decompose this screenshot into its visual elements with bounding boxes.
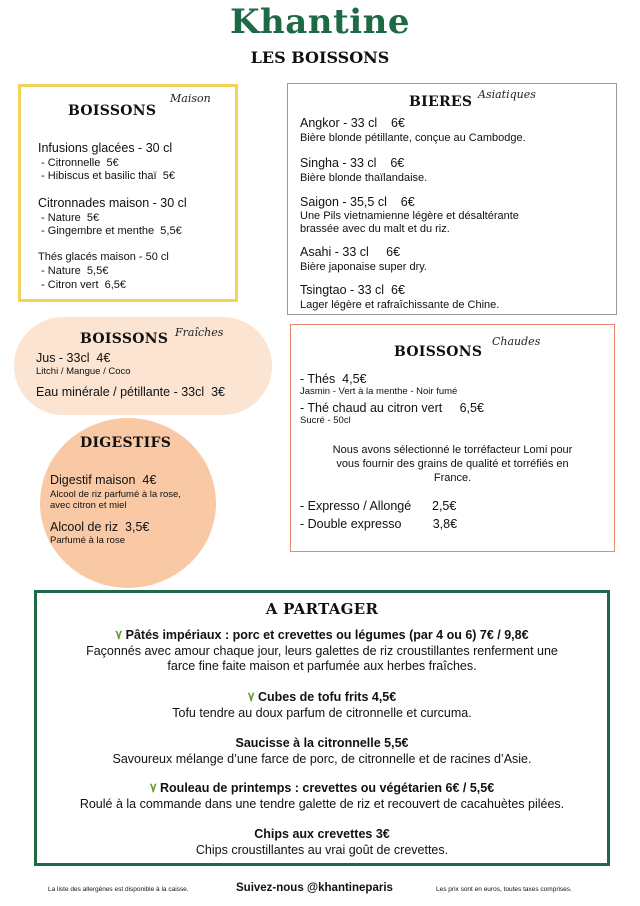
fraiches-heading: BOISSONS — [80, 331, 169, 347]
beer-desc: Une Pils vietnamienne légère et désaltérante — [300, 210, 519, 222]
beer-name: Singha - 33 cl 6€ — [300, 156, 405, 170]
bieres-script-label: Asiatiques — [478, 88, 536, 101]
dish-title: Chips aux crevettes 3€ — [254, 827, 390, 841]
chaudes-item-desc: Jasmin - Vert à la menthe - Noir fumé — [300, 386, 458, 397]
dish-desc: Façonnés avec amour chaque jour, leurs galettes de riz croustillantes renferment une — [86, 644, 558, 658]
chaudes-coffee-note: vous fournir des grains de qualité et torréfiés en — [336, 458, 569, 470]
dish-title: ٧ Rouleau de printemps : crevettes ou végétarien 6€ / 5,5€ — [149, 781, 495, 795]
allergen-note: La liste des allergènes est disponible à la caisse. — [48, 886, 189, 893]
digestif-item: Alcool de riz 3,5€ — [50, 520, 150, 534]
fraiches-script-label: Fraîches — [175, 326, 224, 339]
chaudes-coffee-note: Nous avons sélectionné le torréfacteur Lomi pour — [332, 444, 573, 456]
digestif-desc: Alcool de riz parfumé à la rose, — [50, 489, 181, 500]
digestif-desc: Parfumé à la rose — [50, 535, 125, 546]
digestifs-heading: DIGESTIFS — [80, 435, 172, 451]
dish-desc: Savoureux mélange d’une farce de porc, de citronnelle et de racines d’Asie. — [112, 752, 532, 766]
maison-heading: BOISSONS — [68, 103, 157, 119]
maison-citronnades-title: Citronnades maison - 30 cl — [38, 196, 187, 210]
beer-desc: brassée avec du malt et du riz. — [300, 223, 450, 235]
digestif-desc: avec citron et miel — [50, 500, 127, 511]
page-title: LES BOISSONS — [250, 48, 390, 67]
maison-infusions-item: - Hibiscus et basilic thaï 5€ — [38, 170, 175, 182]
maison-script-label: Maison — [170, 92, 211, 105]
chaudes-item: - Thé chaud au citron vert 6,5€ — [300, 401, 484, 415]
chaudes-coffee-note: France. — [433, 472, 472, 484]
beer-desc: Bière japonaise super dry. — [300, 261, 427, 273]
fraiches-jus: Jus - 33cl 4€ — [36, 351, 111, 365]
social-handle[interactable]: Suivez-nous @khantineparis — [236, 882, 393, 894]
dish-title: ٧ Pâtés impériaux : porc et crevettes ou légumes (par 4 ou 6) 7€ / 9,8€ — [115, 628, 529, 642]
maison-infusions-item: - Citronnelle 5€ — [38, 157, 119, 169]
fraiches-eau: Eau minérale / pétillante - 33cl 3€ — [36, 385, 225, 399]
chaudes-script-label: Chaudes — [492, 335, 541, 348]
digestif-item: Digestif maison 4€ — [50, 473, 157, 487]
maison-citronnades-item: - Gingembre et menthe 5,5€ — [38, 225, 182, 237]
beer-name: Asahi - 33 cl 6€ — [300, 245, 401, 259]
fraiches-jus-flavors: Litchi / Mangue / Coco — [36, 366, 131, 377]
beer-name: Angkor - 33 cl 6€ — [300, 116, 405, 130]
chaudes-heading: BOISSONS — [394, 344, 483, 360]
maison-thes-item: - Nature 5,5€ — [38, 265, 109, 277]
dish-desc: Roulé à la commande dans une tendre galette de riz et recouvert de cacahuètes pilées. — [79, 797, 565, 811]
brand-logo: Khantine — [230, 2, 410, 42]
chaudes-item: - Double expresso 3,8€ — [300, 517, 458, 531]
maison-infusions-title: Infusions glacées - 30 cl — [38, 141, 173, 155]
chaudes-item: - Expresso / Allongé 2,5€ — [300, 499, 457, 513]
dish-desc: Tofu tendre au doux parfum de citronnelle et curcuma. — [172, 706, 472, 720]
chaudes-item-desc: Sucré - 50cl — [300, 415, 351, 426]
maison-thes-title: Thés glacés maison - 50 cl — [38, 251, 169, 263]
chaudes-item: - Thés 4,5€ — [300, 372, 367, 386]
beer-name: Saigon - 35,5 cl 6€ — [300, 195, 415, 209]
vegetarian-leaf-icon: ٧ — [247, 690, 255, 704]
beer-desc: Bière blonde thaïlandaise. — [300, 172, 428, 184]
dish-title: Saucisse à la citronnelle 5,5€ — [235, 736, 409, 750]
dish-title: ٧ Cubes de tofu frits 4,5€ — [247, 690, 397, 704]
dish-desc: Chips croustillantes au vrai goût de crevettes. — [195, 843, 449, 857]
beer-desc: Bière blonde pétillante, conçue au Cambodge. — [300, 132, 526, 144]
vegetarian-leaf-icon: ٧ — [149, 781, 157, 795]
price-note: Les prix sont en euros, toutes taxes comprises. — [436, 886, 572, 893]
maison-thes-item: - Citron vert 6,5€ — [38, 279, 127, 291]
bieres-heading: BIERES — [409, 94, 473, 110]
maison-citronnades-item: - Nature 5€ — [38, 212, 100, 224]
beer-desc: Lager légère et rafraîchissante de Chine. — [300, 299, 500, 311]
vegetarian-leaf-icon: ٧ — [115, 628, 123, 642]
dish-desc: farce fine faite maison et parfumée aux herbes fraîches. — [167, 659, 477, 673]
partager-heading: A PARTAGER — [265, 600, 379, 618]
beer-name: Tsingtao - 33 cl 6€ — [300, 283, 405, 297]
